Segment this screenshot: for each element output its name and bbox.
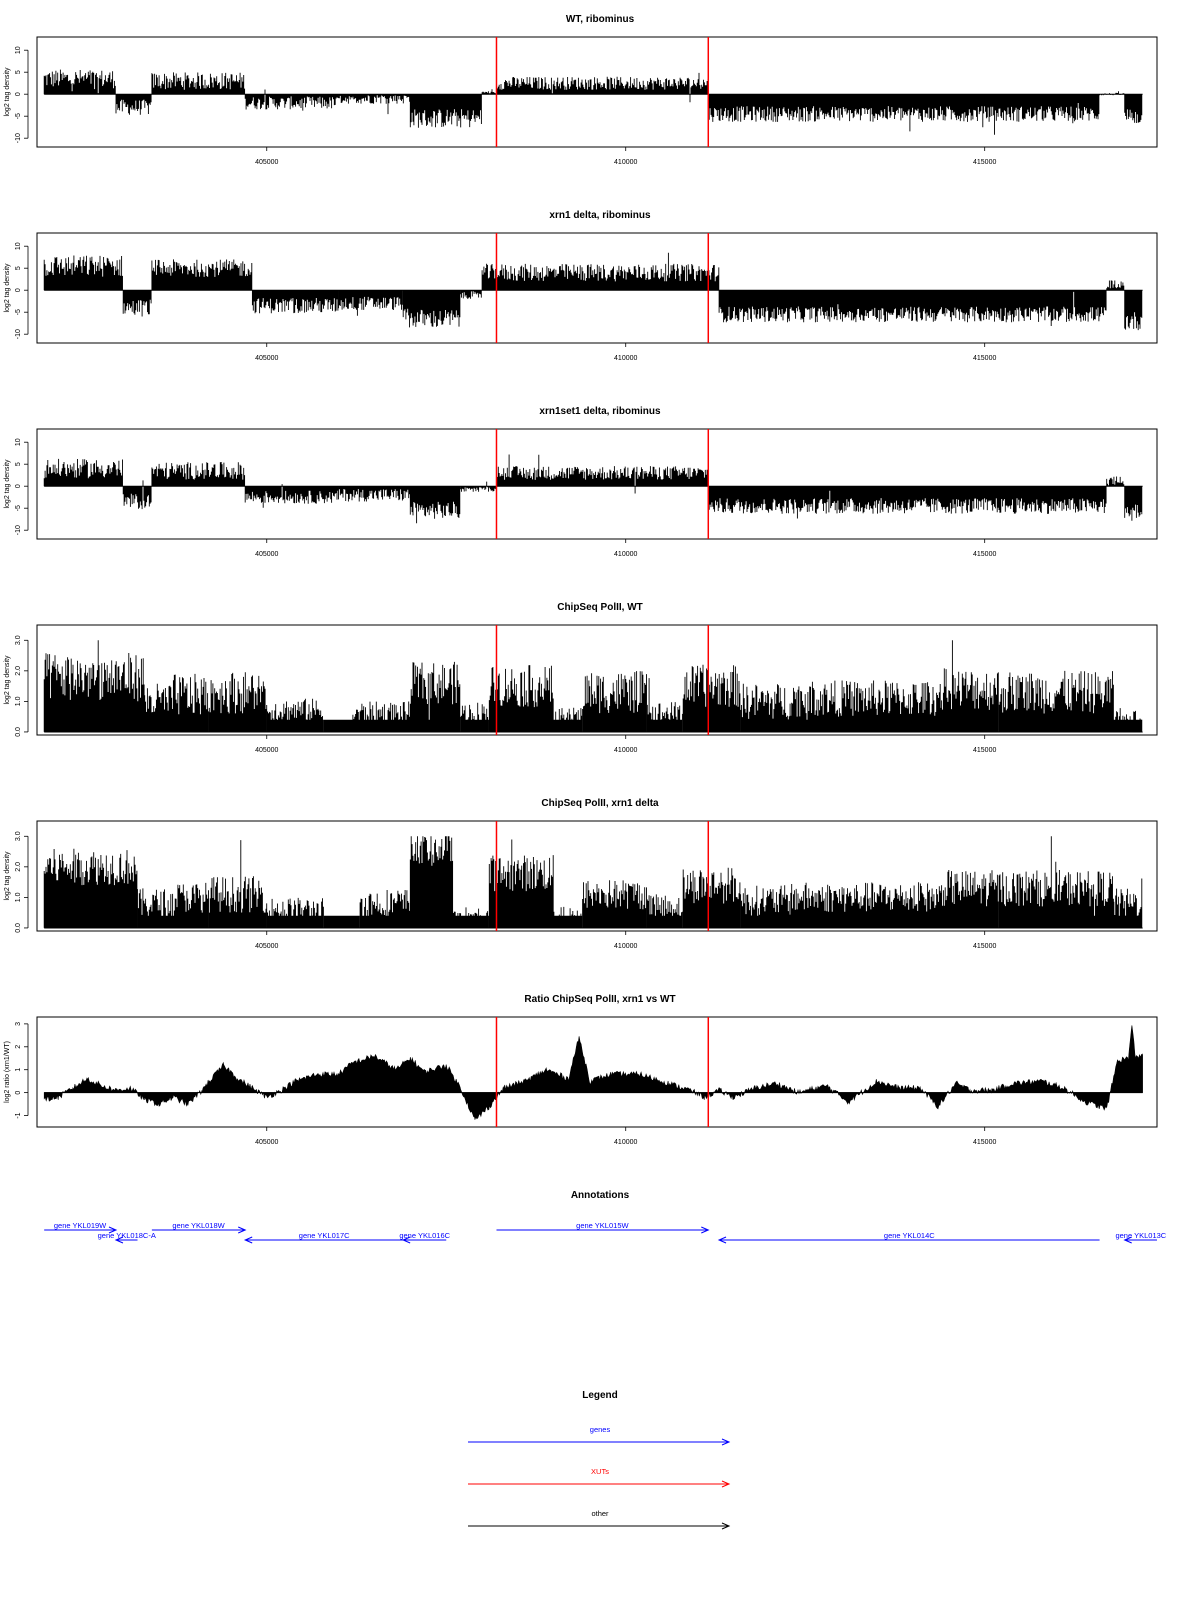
bar-segment-5 [339,290,403,316]
y-tick-label: 0.0 [15,727,22,737]
y-tick-label: -5 [15,113,22,120]
legend-item-genes [468,1425,729,1445]
gene-label: gene YKL013C [1115,1231,1167,1240]
bar-segment-6 [410,94,481,128]
bar-segment-7 [461,290,482,299]
y-axis-label: log2 tag density [4,655,11,705]
bar-segment-5 [339,486,410,501]
y-axis-label: log2 tag density [4,263,11,313]
bar-segment-5 [267,898,324,928]
bar-segment-14 [683,868,740,928]
y-tick-label: 3.0 [15,635,22,646]
y-tick-label: 5 [15,70,22,75]
y-tick-label: 10 [15,46,22,55]
bar-segment-12 [583,880,647,928]
bar-segment-1 [44,849,137,928]
x-tick-label: 410000 [614,159,638,166]
y-tick-label: 1.0 [15,696,22,707]
x-tick-label: 410000 [614,943,638,950]
bar-segment-10 [489,840,553,928]
bar-segment-11 [554,708,582,732]
x-tick-label: 405000 [255,943,279,950]
legend-panel [468,1390,729,1529]
y-tick-label: -10 [15,133,22,144]
y-tick-label: 0 [15,92,22,97]
bar-segment-8 [410,836,452,928]
bar-segment-6 [324,916,359,928]
chart-title: ChipSeq PolII, WT [557,602,643,613]
bar-segment-13 [647,894,682,928]
chart-panel-3 [4,406,1157,558]
gene-annotation [719,1231,1100,1243]
bar-segment-11 [1125,486,1142,521]
bar-segment-10 [489,640,553,732]
y-axis-label: log2 tag density [4,67,11,117]
gene-label: gene YKL015W [576,1221,629,1230]
y-tick-label: 2.0 [15,665,22,676]
y-tick-label: -10 [15,329,22,340]
bar-segment-2 [138,888,173,928]
chart-title: Ratio ChipSeq PolII, xrn1 vs WT [524,994,676,1005]
y-tick-label: 2 [15,1044,22,1049]
y-tick-label: 5 [15,266,22,271]
y-tick-label: 3.0 [15,831,22,842]
data-series [44,455,1142,524]
x-tick-label: 405000 [255,747,279,754]
gene-label: gene YKL014C [883,1231,935,1240]
plot-frame [37,1017,1157,1127]
x-tick-label: 415000 [973,159,997,166]
bar-segment-3 [152,259,252,290]
bar-segment-5 [339,94,410,114]
bar-segment-17 [942,640,999,732]
legend-label: genes [589,1425,611,1434]
bar-segment-8 [410,662,460,732]
gene-label: gene YKL016C [399,1231,451,1240]
chart-title: xrn1set1 delta, ribominus [539,406,661,417]
y-tick-label: 5 [15,462,22,467]
bar-segment-3 [173,674,208,732]
x-tick-label: 415000 [973,1139,997,1146]
bar-segment-3 [152,72,245,94]
y-tick-label: 10 [15,438,22,447]
y-tick-label: -1 [15,1112,22,1119]
gene-annotation [1115,1231,1166,1243]
x-tick-label: 410000 [614,355,638,362]
bar-segment-2 [145,684,173,732]
bar-segment-9 [708,486,1106,518]
bar-segment-8 [497,455,709,494]
legend-label: other [591,1509,609,1518]
chart-panel-5 [4,798,1157,950]
bar-segment-10 [1107,280,1124,290]
gene-label: gene YKL019W [53,1221,107,1230]
data-series [44,836,1142,928]
chart-panel-6 [4,994,1157,1146]
gene-annotation [152,1221,245,1233]
data-series [44,70,1142,135]
y-tick-label: 0 [15,288,22,293]
bar-segment-6 [403,290,460,327]
legend-title: Legend [582,1390,618,1401]
bar-segment-2 [123,480,151,509]
bar-segment-9 [453,907,488,928]
x-tick-label: 410000 [614,747,638,754]
bar-segment-14 [683,665,740,732]
bar-segment-6 [324,720,352,732]
bar-segment-11 [554,907,582,928]
bar-segment-7 [482,89,496,94]
gene-annotation [98,1231,156,1243]
gene-annotation [496,1221,708,1233]
bar-segment-11 [1125,290,1142,330]
gene-label: gene YKL017C [298,1231,350,1240]
chart-panel-2 [4,210,1157,362]
x-tick-label: 405000 [255,1139,279,1146]
chart-panel-1 [4,14,1157,166]
y-tick-label: 0.0 [15,923,22,933]
legend-label: XUTs [591,1467,609,1476]
y-tick-label: 1.0 [15,892,22,903]
bar-segment-2 [123,290,151,316]
bar-segment-16 [791,681,941,732]
data-series [44,1025,1142,1119]
y-tick-label: 0 [15,484,22,489]
bar-segment-3 [152,462,245,486]
bar-segment-13 [647,678,682,732]
bar-segment-10 [1107,477,1124,487]
bar-segment-7 [360,890,410,928]
bar-segment-15 [741,684,791,732]
y-axis-label: log2 ratio (xrn1/WT) [4,1041,11,1103]
x-tick-label: 415000 [973,747,997,754]
y-tick-label: 3 [15,1021,22,1026]
bar-segment-4 [252,290,338,313]
bar-segment-9 [461,703,489,732]
bar-segment-12 [583,671,647,732]
data-series [44,253,1142,330]
bar-segment-18 [999,836,1113,928]
chart-panel-4 [4,602,1157,754]
legend-item-other [468,1509,729,1529]
x-tick-label: 405000 [255,355,279,362]
bar-segment-2 [116,94,151,115]
bar-segment-17 [942,870,999,928]
y-tick-label: 2.0 [15,861,22,872]
bar-segment-8 [482,253,719,290]
ratio-area [44,1025,1142,1119]
x-tick-label: 415000 [973,551,997,558]
gene-label: gene YKL018W [172,1221,225,1230]
bar-segment-4 [209,672,266,732]
bar-segment-8 [497,73,709,102]
gene-annotation [399,1231,450,1243]
bar-segment-4 [245,90,338,111]
data-series [44,640,1142,732]
x-tick-label: 405000 [255,159,279,166]
bar-segment-18 [999,671,1113,732]
y-axis-label: log2 tag density [4,459,11,509]
chart-title: WT, ribominus [565,14,635,25]
bar-segment-4 [245,484,338,508]
bar-segment-3 [173,883,208,928]
gene-annotation [245,1231,403,1243]
bar-segment-11 [1125,94,1142,123]
chart-panels [4,14,1157,1146]
y-tick-label: -5 [15,309,22,316]
chart-title: xrn1 delta, ribominus [549,210,651,221]
y-tick-label: 1 [15,1067,22,1072]
gene-label: gene YKL018C-A [97,1231,156,1240]
annotations-title: Annotations [570,1190,630,1201]
bar-segment-9 [719,290,1106,326]
x-tick-label: 415000 [973,943,997,950]
y-axis-label: log2 tag density [4,851,11,901]
bar-segment-1 [44,459,122,486]
bar-segment-1 [44,70,115,95]
x-tick-label: 415000 [973,355,997,362]
x-tick-label: 410000 [614,551,638,558]
bar-segment-16 [791,882,941,928]
bar-segment-9 [708,94,1099,135]
y-tick-label: -10 [15,525,22,536]
chart-title: ChipSeq PolII, xrn1 delta [541,798,659,809]
bar-segment-4 [209,840,266,928]
bar-segment-6 [410,486,460,523]
legend-item-xuts [468,1467,729,1487]
bar-segment-1 [44,256,122,291]
y-tick-label: -5 [15,505,22,512]
annotations-panel [44,1190,1167,1243]
bar-segment-5 [267,699,324,732]
y-tick-label: 0 [15,1090,22,1095]
bar-segment-19 [1114,708,1142,732]
bar-segment-1 [44,640,144,732]
y-tick-label: 10 [15,242,22,251]
bar-segment-7 [353,702,410,732]
x-tick-label: 410000 [614,1139,638,1146]
bar-segment-19 [1114,879,1142,928]
bar-segment-15 [741,885,791,928]
x-tick-label: 405000 [255,551,279,558]
